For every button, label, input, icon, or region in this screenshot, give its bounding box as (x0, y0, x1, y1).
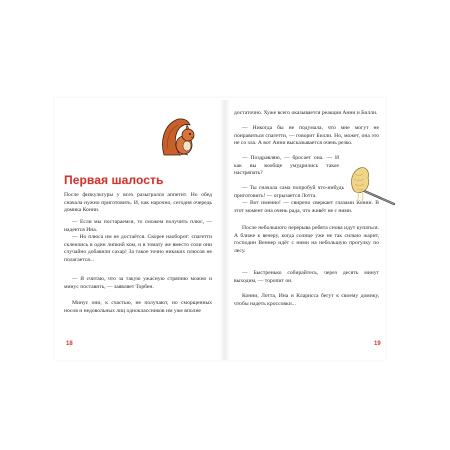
fork-with-spaghetti-icon (348, 164, 396, 216)
paragraph: После физкультуры у всех разыгрался аппетит. Но обед сначала нужно приготовить. И, как нарочно, сегодня очередь домика Конни. (64, 192, 212, 214)
squirrel-icon (160, 115, 200, 157)
paragraph: — Поздравляю, — бросает она. — И как вы вообще умудрились такое настряпать? (234, 155, 339, 177)
paragraph: — Но плюса им не достаётся. Скорее наоборот: спагетти склеились в один липкий ком, и в томату же вместо соли они случайно добавили сахар! За такое точно никаких плюсов не полагается... (64, 234, 212, 263)
page-number-right: 19 (374, 341, 381, 347)
paragraph: После небольшого перерыва ребята снова идут купаться. А ближе к вечеру, когда солнце уже не так сильно жарит, господин Веннер идёт с ними на небольшую прогулку по лесу. (234, 225, 379, 254)
right-page (234, 100, 384, 358)
book-gutter (220, 100, 230, 360)
left-page (64, 100, 212, 358)
paragraph: Минус они, к счастью, не получают, но сморщенных носов и недовольных лиц одноклассников им уже вполне (64, 300, 212, 314)
paragraph: Конни, Лотта, Ина и Кларисса бегут к своему домику, чтобы надеть кроссовки... (234, 293, 379, 307)
paragraph: — Ты сначала сама попробуй что-нибудь приготовить! — огрызается Лотта. (234, 185, 344, 199)
paragraph: — Если мы постараемся, то сможем получить плюс, — надеется Ина. (64, 219, 212, 233)
page-number-left: 18 (66, 341, 73, 347)
paragraph: — Вот именно! — свирепо сверкает глазами Конни. В этот момент она очень рада, что живёт не с ними. (234, 200, 379, 214)
spaghetti-fork-illustration (348, 164, 396, 216)
paragraph: достаточно. Хуже всего оказывается реакция Анни и Билли. (234, 110, 378, 116)
paragraph: — Я считаю, что за такую ужасную стряпню можно и минус поставить, — заявляет Торбен. (64, 276, 212, 290)
chapter-title: Первая шалость (64, 173, 164, 187)
paragraph: — Быстренько собирайтесь, через десять минут выходим, — торопит он. (234, 270, 379, 284)
paragraph: — Никогда бы не подумала, что мне могут не понравиться спагетти, — говорит Билли. Но, может, она это не со зла. А вот Анни высказывается очень резко. (234, 125, 379, 147)
squirrel-illustration (160, 115, 200, 157)
